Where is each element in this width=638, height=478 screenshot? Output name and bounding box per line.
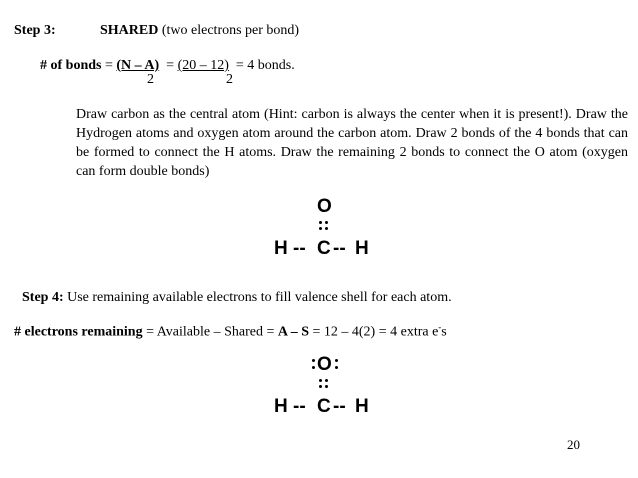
remaining-text1: = Available – Shared =	[142, 324, 278, 340]
molecule2-bond-left: --	[293, 396, 306, 417]
remaining-superscript: -	[438, 322, 442, 332]
molecule2-hydrogen-right: H	[355, 396, 369, 417]
molecule1-hydrogen-right: H	[355, 238, 369, 259]
molecule1-bond-dot	[325, 227, 328, 230]
step3-note: (two electrons per bond)	[161, 23, 300, 38]
molecule1-bond-right: --	[333, 238, 346, 259]
molecule2-lone-pair-dot	[335, 359, 338, 362]
molecule1-bond-dot	[319, 227, 322, 230]
step4-heading	[22, 290, 452, 306]
molecule1-bond-dot	[325, 221, 328, 224]
molecule1-structure	[266, 196, 386, 266]
step3-title: SHARED	[100, 23, 159, 38]
molecule2-lone-pair-dot	[312, 366, 315, 369]
step3-label: Step 3:	[14, 23, 56, 38]
step4-text: Use remaining available electrons to fill valence shell for each atom.	[67, 290, 452, 305]
bonds-formula-numerator2: (20 – 12)	[177, 58, 229, 73]
molecule2-bond-dot	[325, 379, 328, 382]
molecule2-lone-pair-dot	[312, 359, 315, 362]
bonds-formula	[40, 58, 295, 74]
remaining-suffix: s	[441, 324, 447, 340]
step4-label: Step 4:	[22, 290, 64, 305]
instructions-paragraph: Draw carbon as the central atom (Hint: carbon is always the center when it is present!). Draw the Hydrogen atoms and oxygen atom around the carbon atom. Draw 2 bonds of the 4 bonds that can be formed to connect the H atoms. Draw the remaining 2 bonds to connect the O atom (oxygen can form double bonds)	[76, 107, 628, 179]
bonds-formula-eq1: =	[104, 58, 113, 73]
molecule2-bond-dot	[325, 385, 328, 388]
molecule2-oxygen: O	[317, 354, 332, 375]
remaining-label: # electrons remaining	[14, 324, 143, 340]
bonds-formula-result: 4 bonds.	[247, 58, 295, 73]
electrons-remaining-line	[14, 322, 447, 341]
molecule1-oxygen: O	[317, 196, 332, 217]
bonds-formula-eq3: =	[235, 58, 244, 73]
molecule1-bond-dot	[319, 221, 322, 224]
step3-heading	[14, 23, 299, 39]
molecule1-carbon: C	[317, 238, 331, 259]
molecule1-bond-left: --	[293, 238, 306, 259]
molecule2-bond-dot	[319, 385, 322, 388]
molecule2-carbon: C	[317, 396, 331, 417]
molecule2-lone-pair-dot	[335, 366, 338, 369]
remaining-text2: = 12 – 4(2) = 4 extra e	[308, 324, 439, 340]
remaining-formula: A – S	[277, 324, 309, 340]
bonds-formula-denominator2: 2	[226, 72, 233, 87]
molecule2-bond-dot	[319, 379, 322, 382]
bonds-formula-lhs: # of bonds	[40, 58, 102, 73]
bonds-formula-numerator1: (N – A)	[116, 58, 160, 73]
molecule1-hydrogen-left: H	[274, 238, 288, 259]
bonds-formula-eq2: =	[166, 58, 175, 73]
page-number: 20	[567, 437, 580, 452]
molecule2-bond-right: --	[333, 396, 346, 417]
molecule2-structure	[266, 354, 386, 424]
molecule2-hydrogen-left: H	[274, 396, 288, 417]
bonds-formula-denominator1: 2	[147, 72, 154, 87]
